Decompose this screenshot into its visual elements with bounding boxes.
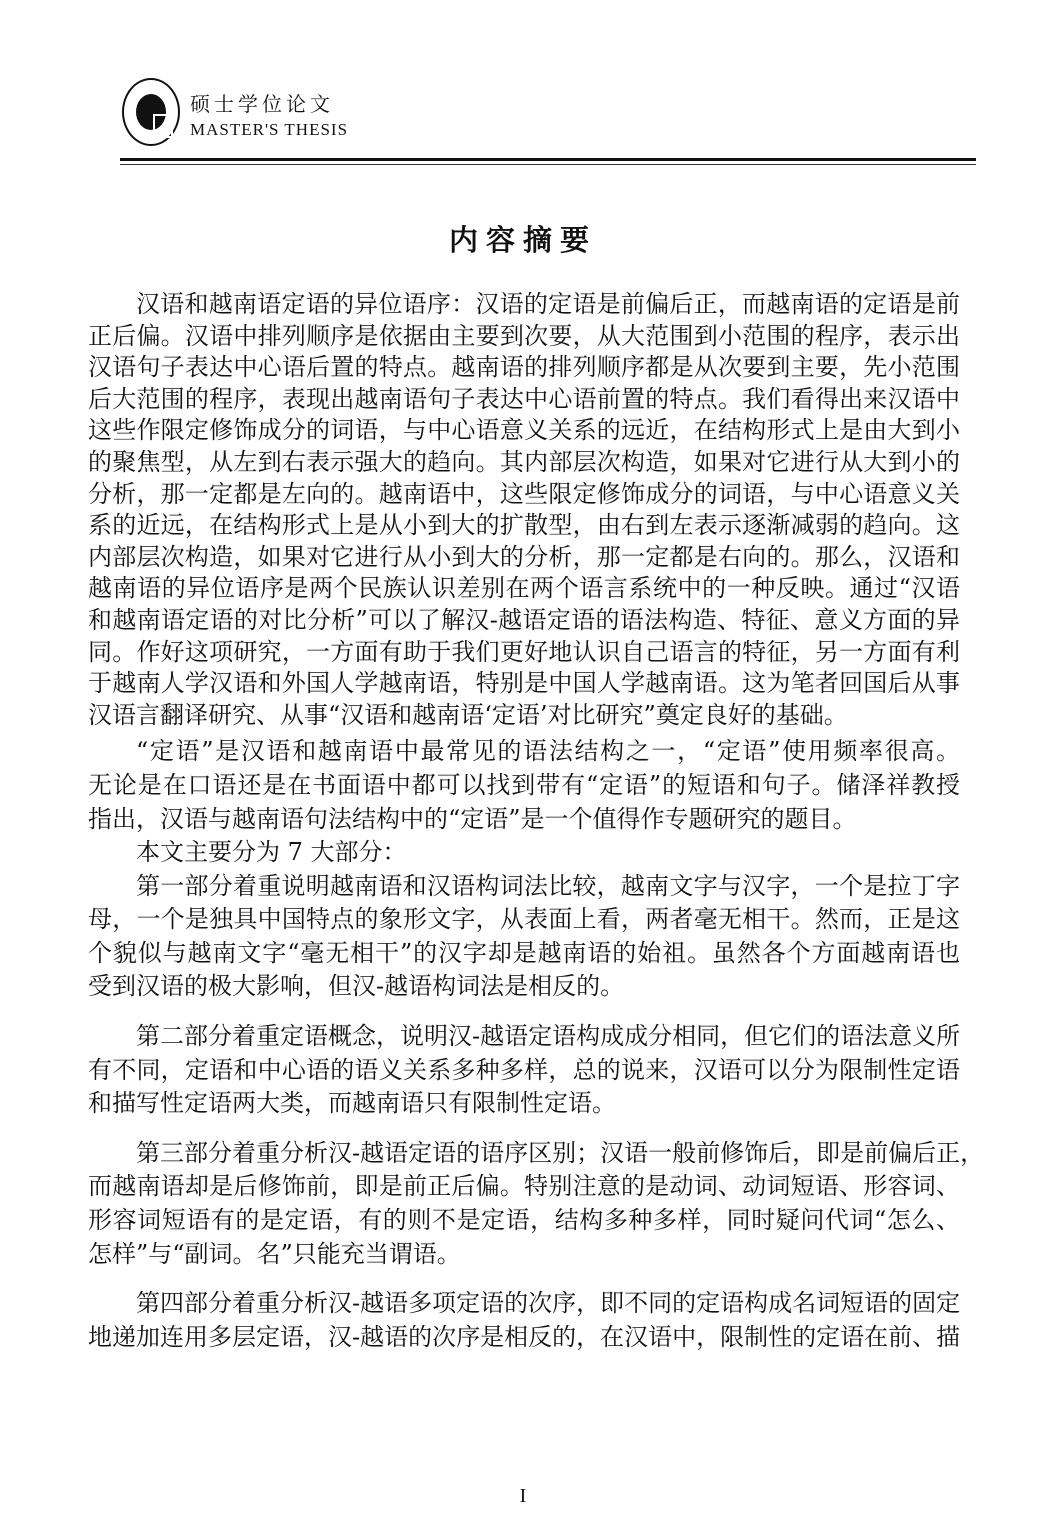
text-line: 和越南语定语的对比分析”可以了解汉-越语定语的语法构造、特征、意义方面的异 <box>88 605 960 634</box>
text-line: 汉语言翻译研究、从事“汉语和越南语‘定语’对比研究”奠定良好的基础。 <box>88 700 848 729</box>
text-line: 汉语和越南语定语的异位语序：汉语的定语是前偏后正，而越南语的定语是前 <box>136 290 960 318</box>
paragraph <box>88 1020 960 1121</box>
paragraph <box>88 870 960 1004</box>
text-line: 越南语的异位语序是两个民族认识差别在两个语言系统中的一种反映。通过“汉语 <box>88 574 960 603</box>
header-rule-thick <box>120 158 976 161</box>
text-line: 和描写性定语两大类，而越南语只有限制性定语。 <box>88 1089 616 1118</box>
page-title: 内容摘要 <box>448 223 597 257</box>
text-line: 内部层次构造，如果对它进行从小到大的分析，那一定都是右向的。那么，汉语和 <box>88 542 960 571</box>
text-line: 同。作好这项研究，一方面有助于我们更好地认识自己语言的特征，另一方面有利 <box>88 637 960 666</box>
text-line: 有不同，定语和中心语的语义关系多种多样，总的说来，汉语可以分为限制性定语 <box>88 1055 960 1084</box>
text-line: 第三部分着重分析汉-越语定语的语序区别；汉语一般前修饰后，即是前偏后正， <box>136 1138 985 1167</box>
text-line: 这些作限定修饰成分的词语，与中心语意义关系的远近，在结构形式上是由大到小 <box>88 416 960 445</box>
paragraph <box>88 289 960 731</box>
text-line: 第四部分着重分析汉-越语多项定语的次序，即不同的定语构成名词短语的固定 <box>136 1289 961 1318</box>
page-number: I <box>519 1485 527 1507</box>
text-line: 后大范围的程序，表现出越南语句子表达中心语前置的特点。我们看得出来汉语中 <box>88 384 960 413</box>
header-en-title: MASTER'S THESIS <box>190 120 349 139</box>
paragraph <box>88 735 960 836</box>
text-line: 正后偏。汉语中排列顺序是依据由主要到次要，从大范围到小范围的程序，表示出 <box>88 321 960 350</box>
university-seal-logo <box>122 78 180 146</box>
header-cn-title: 硕士学位论文 <box>190 92 334 116</box>
text-line: 受到汉语的极大影响，但汉-越语构词法是相反的。 <box>88 972 625 1001</box>
text-line: 的聚焦型，从左到右表示强大的趋向。其内部层次构造，如果对它进行从大到小的 <box>88 447 960 476</box>
text-line: 第二部分着重定语概念，说明汉-越语定语构成成分相同，但它们的语法意义所 <box>136 1022 961 1051</box>
text-line: 怎样”与“副词。名”只能充当谓语。 <box>88 1239 461 1268</box>
text-line: 地递加连用多层定语，汉-越语的次序是相反的，在汉语中，限制性的定语在前、描 <box>88 1322 961 1351</box>
text-line: 本文主要分为 7 大部分： <box>136 838 407 867</box>
text-line: 分析，那一定都是左向的。越南语中，这些限定修饰成分的词语，与中心语意义关 <box>88 479 960 508</box>
text-line: 形容词短语有的是定语，有的则不是定语，结构多种多样，同时疑问代词“怎么、 <box>88 1206 960 1235</box>
paragraph <box>88 1137 985 1271</box>
header-rule-thin <box>120 164 976 165</box>
text-line: 第一部分着重说明越南语和汉语构词法比较，越南文字与汉字，一个是拉丁字 <box>136 871 960 900</box>
text-line: 无论是在口语还是在书面语中都可以找到带有“定语”的短语和句子。储泽祥教授 <box>88 770 960 799</box>
text-line: 汉语句子表达中心语后置的特点。越南语的排列顺序都是从次要到主要，先小范围 <box>88 353 960 382</box>
text-line: 母，一个是独具中国特点的象形文字，从表面上看，两者毫无相干。然而，正是这 <box>88 905 960 934</box>
text-line: 系的近远，在结构形式上是从小到大的扩散型，由右到左表示逐渐减弱的趋向。这 <box>88 511 960 540</box>
text-line: 个貌似与越南文字“毫无相干”的汉字却是越南语的始祖。虽然各个方面越南语也 <box>88 938 960 967</box>
paragraph <box>88 1287 960 1354</box>
paragraph <box>88 836 960 870</box>
abstract-body <box>88 289 985 1370</box>
text-line: 而越南语却是后修饰前，即是前正后偏。特别注意的是动词、动词短语、形容词、 <box>88 1172 960 1201</box>
text-line: “定语”是汉语和越南语中最常见的语法结构之一，“定语”使用频率很高。 <box>136 737 960 766</box>
text-line: 指出，汉语与越南语句法结构中的“定语”是一个值得作专题研究的题目。 <box>88 804 857 833</box>
text-line: 于越南人学汉语和外国人学越南语，特别是中国人学越南语。这为笔者回国后从事 <box>88 669 960 698</box>
